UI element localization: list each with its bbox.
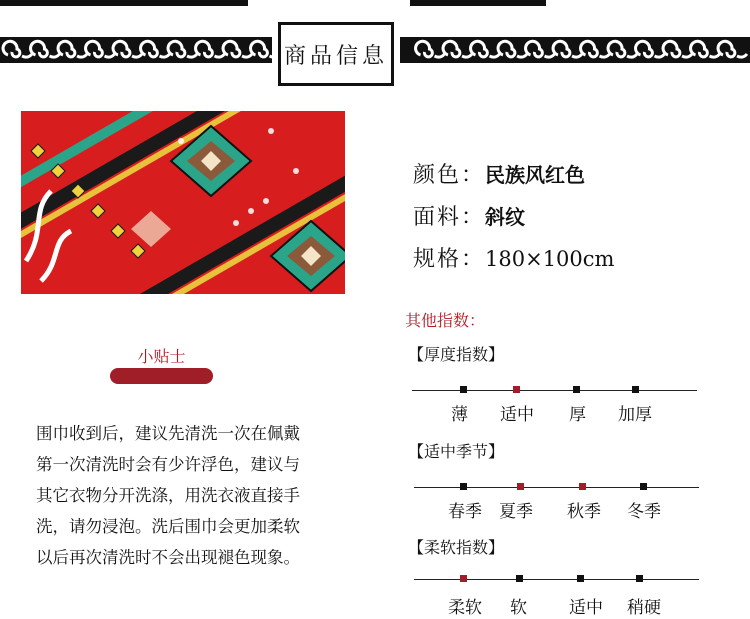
spec-size-value: 180×100cm [485, 247, 615, 271]
softness-marker [636, 575, 643, 582]
care-instructions [36, 418, 358, 573]
spec-fabric-label: 面料： [413, 205, 486, 230]
season-option: 秋季 [567, 502, 601, 522]
indices-heading: 其他指数： [405, 311, 486, 330]
spec-fabric [413, 200, 525, 231]
softness-option: 软 [510, 598, 527, 618]
spec-fabric-value: 斜纹 [485, 205, 526, 229]
softness-marker [577, 575, 584, 582]
spec-size-label: 规格： [413, 247, 486, 272]
season-title: 【适中季节】 [408, 442, 505, 461]
thickness-option: 加厚 [618, 405, 652, 425]
product-photo [21, 111, 345, 294]
tips-pill [110, 368, 213, 384]
spec-size [413, 242, 614, 273]
thickness-option: 适中 [500, 405, 534, 425]
care-line: 其它衣物分开洗涤，用洗衣液直接手 [36, 486, 300, 505]
care-line: 围巾收到后，建议先清洗一次在佩戴 [36, 424, 300, 443]
page-title: 商品信息 [283, 43, 388, 69]
thickness-option: 薄 [451, 405, 468, 425]
softness-marker [460, 575, 467, 582]
softness-option: 稍硬 [627, 598, 661, 618]
spec-color-value: 民族风红色 [485, 163, 586, 187]
season-marker [517, 483, 524, 490]
season-scale-line [414, 487, 699, 488]
care-line: 第一次清洗时会有少许浮色，建议与 [36, 455, 300, 474]
thickness-marker [573, 386, 580, 393]
tips-label: 小贴士 [137, 347, 186, 366]
season-marker [579, 483, 586, 490]
season-option: 夏季 [499, 502, 533, 522]
softness-marker [516, 575, 523, 582]
thickness-marker [513, 386, 520, 393]
spec-color [413, 158, 585, 189]
thickness-marker [460, 386, 467, 393]
season-option: 春季 [448, 502, 482, 522]
season-option: 冬季 [627, 502, 661, 522]
thickness-title: 【厚度指数】 [408, 345, 505, 364]
softness-scale-line [414, 579, 699, 580]
season-marker [460, 483, 467, 490]
season-marker [640, 483, 647, 490]
softness-option: 适中 [569, 598, 603, 618]
thickness-marker [632, 386, 639, 393]
care-line: 洗，请勿浸泡。洗后围巾会更加柔软 [36, 517, 300, 536]
spec-color-label: 颜色： [413, 163, 486, 188]
care-line: 以后再次清洗时不会出现褪色现象。 [36, 548, 300, 567]
header-title-box [278, 22, 394, 86]
thickness-scale-line [412, 390, 697, 391]
thickness-option: 厚 [569, 405, 586, 425]
softness-option: 柔软 [448, 598, 482, 618]
top-decor-stub [410, 0, 546, 6]
softness-title: 【柔软指数】 [408, 538, 505, 557]
top-decor-stub [0, 0, 248, 6]
